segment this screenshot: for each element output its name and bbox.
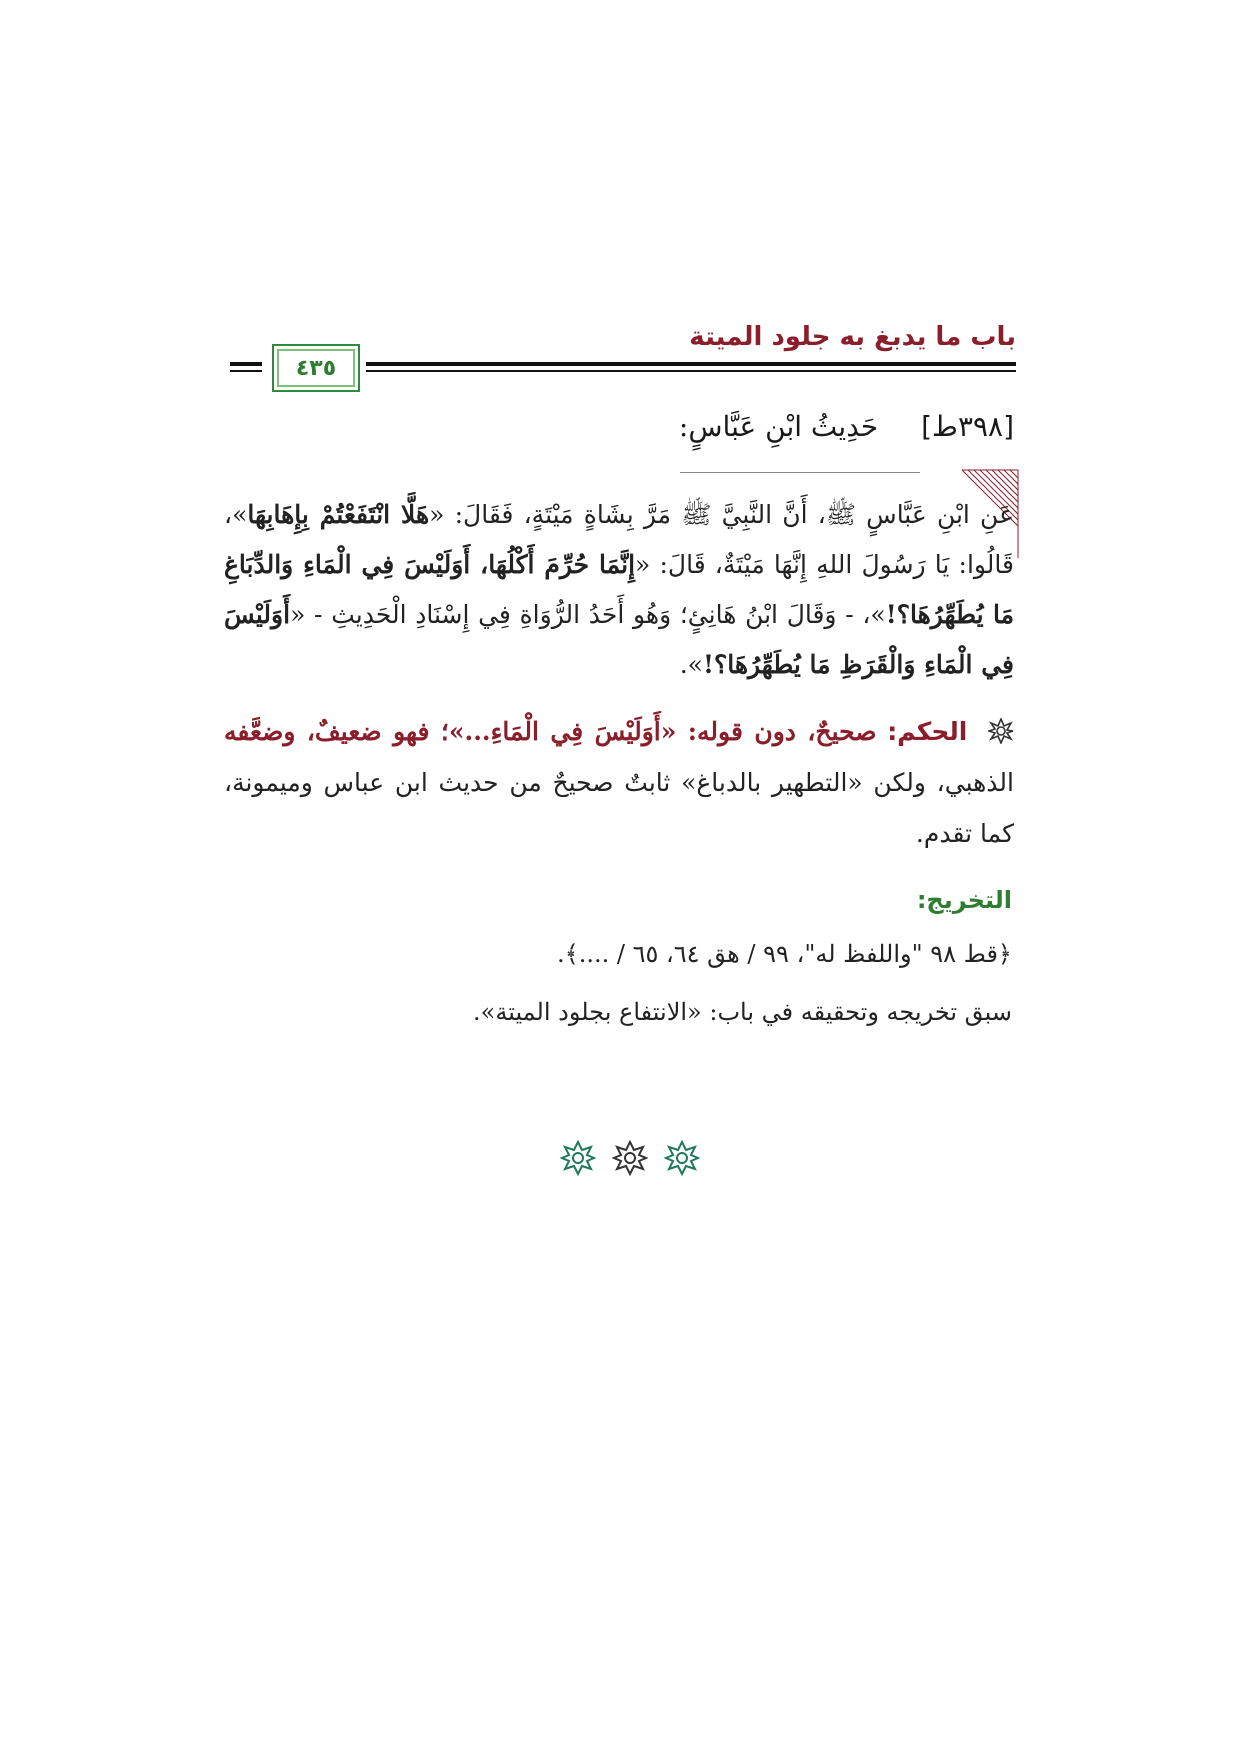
hadith-part-4: ».: [679, 650, 703, 679]
ruling-verdict: صحيحٌ، دون قوله: «أَوَلَيْسَ فِي الْمَاءِ...»؛ فهو ضعيفٌ، وضعَّفه: [224, 717, 877, 746]
heading-underline: [680, 472, 920, 473]
ruling-label: الحكم:: [887, 717, 968, 746]
section-number: [٣٩٨ط]: [921, 410, 1014, 443]
page-number: ٤٣٥: [295, 355, 337, 381]
flower-ornament-icon: [988, 718, 1014, 744]
star-ornament-icon: [560, 1140, 596, 1176]
chapter-title: باب ما يدبغ به جلود الميتة: [689, 322, 1016, 352]
hadith-part-1: عَنِ ابْنِ عَبَّاسٍ ﷺ، أَنَّ النَّبِيَّ ﷺ مَرَّ بِشَاةٍ مَيْتَةٍ، فَقَالَ: «: [429, 500, 1014, 529]
section-title: حَدِيثُ ابْنِ عَبَّاسٍ:: [678, 410, 879, 443]
ruling-paragraph: [224, 706, 1014, 859]
ruling-explanation: الذهبي، ولكن «التطهير بالدباغ» ثابتٌ صحيحٌ من حديث ابن عباس وميمونة، كما تقدم.: [224, 768, 1014, 848]
hadith-part-2: »، قَالُوا: يَا رَسُولَ اللهِ إِنَّهَا مَيْتَةٌ، قَالَ: «: [224, 500, 1014, 579]
hadith-quote-2: إِنَّمَا حُرِّمَ أَكْلُهَا، أَوَلَيْسَ فِي الْمَاءِ وَالدِّبَاغِ مَا يُطَهِّرُهَا؟!: [224, 550, 1015, 629]
takhrij-note: سبق تخريجه وتحقيقه في باب: «الانتفاع بجلود الميتة».: [473, 998, 1012, 1026]
star-ornament-icon: [612, 1140, 648, 1176]
hadith-quote-3: أَوَلَيْسَ فِي الْمَاءِ وَالْقَرَظِ مَا يُطَهِّرُهَا؟!: [224, 600, 1014, 679]
hadith-quote-1: هَلَّا انْتَفَعْتُمْ بِإِهَابِهَا: [247, 500, 430, 529]
section-heading: [679, 410, 1014, 443]
page-number-badge: [272, 344, 360, 392]
star-ornament-icon: [664, 1140, 700, 1176]
takhrij-sources: ﴿قط ٩٨ "واللفظ له"، ٩٩ / هق ٦٤، ٦٥ / ....﴾.: [557, 940, 1012, 968]
section-separator: [560, 1140, 700, 1180]
takhrij-label: التخريج:: [916, 886, 1012, 914]
hadith-text: [224, 490, 1014, 690]
hadith-part-3: »، - وَقَالَ ابْنُ هَانِئٍ؛ وَهُو أَحَدُ الرُّوَاةِ فِي إِسْنَادِ الْحَدِيثِ - «: [290, 600, 886, 629]
